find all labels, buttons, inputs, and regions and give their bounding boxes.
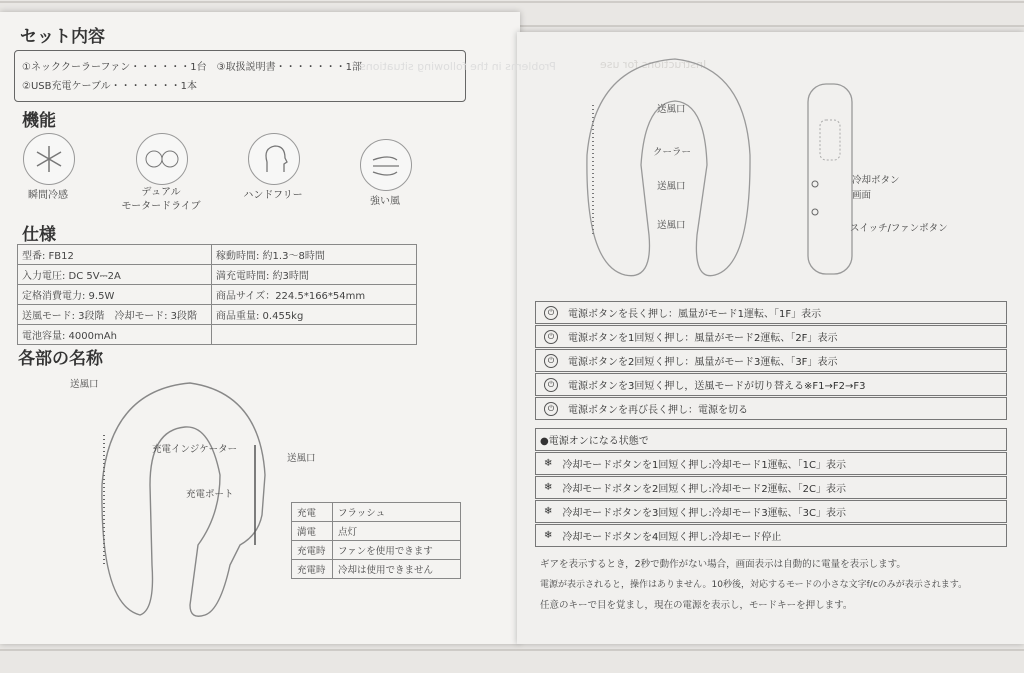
diagram-label-3: 送風口 bbox=[657, 181, 686, 192]
bleed-through-text: Instructions for use bbox=[600, 58, 707, 71]
set-line-2: ②USB充電ケーブル・・・・・・・1本 bbox=[22, 81, 197, 92]
power-icon: ⏻ bbox=[544, 378, 558, 392]
charge-row bbox=[292, 503, 461, 522]
cool-header-row bbox=[535, 428, 1007, 451]
snowflake-icon: ❄ bbox=[544, 530, 553, 541]
bleed-through-text-left: Problems in the following situations bbox=[360, 60, 556, 73]
spec-cell: 型番: FB12 bbox=[18, 245, 212, 265]
snowflake-icon: ❄ bbox=[544, 506, 553, 517]
spec-row bbox=[18, 325, 417, 345]
charge-row bbox=[292, 560, 461, 579]
cool-row-1 bbox=[535, 452, 1007, 475]
power-row-1 bbox=[535, 301, 1007, 324]
power-row-5 bbox=[535, 397, 1007, 420]
charge-cell: 充電 bbox=[292, 503, 333, 522]
snowflake-icon bbox=[23, 133, 75, 185]
feature-label-2: デュアル モータードライブ bbox=[121, 187, 201, 212]
charge-cell: 満電 bbox=[292, 522, 333, 541]
power-icon: ⏻ bbox=[544, 330, 558, 344]
spec-row bbox=[18, 265, 417, 285]
side-label-cooling: 冷却ボタン bbox=[852, 175, 900, 186]
note-2: 電源が表示されると，操作はありません。10秒後，対応するモードの小さな文字f/cのみが表示されます。 bbox=[540, 580, 968, 590]
cool-row-text: 冷却モードボタンを2回短く押し:冷却モード2運転、「2C」表示 bbox=[562, 484, 847, 495]
power-row-4 bbox=[535, 373, 1007, 396]
spec-row bbox=[18, 305, 417, 325]
charge-cell: 点灯 bbox=[333, 522, 461, 541]
side-view-illustration bbox=[800, 80, 860, 280]
spec-heading: 仕様 bbox=[22, 225, 56, 245]
set-contents-heading: セット内容 bbox=[20, 27, 105, 47]
power-row-text: 電源ボタンを2回短く押し：風量がモード3運転、「3F」表示 bbox=[568, 357, 838, 368]
spec-cell bbox=[212, 325, 417, 345]
power-icon: ⏻ bbox=[544, 354, 558, 368]
power-row-text: 電源ボタンを長く押し：風量がモード1運転、「1F」表示 bbox=[568, 309, 822, 320]
feature-label-4: 強い風 bbox=[370, 196, 400, 207]
head-icon bbox=[248, 133, 300, 185]
side-label-switch: スイッチ/ファンボタン bbox=[850, 223, 948, 234]
charge-cell: 冷却は使用できません bbox=[333, 560, 461, 579]
spec-cell: 稼動時間: 約1.3～8時間 bbox=[212, 245, 417, 265]
cool-row-2 bbox=[535, 476, 1007, 499]
dual-fan-icon bbox=[136, 133, 188, 185]
power-row-2 bbox=[535, 325, 1007, 348]
feature-label-1: 瞬間冷感 bbox=[28, 190, 68, 201]
snowflake-icon: ❄ bbox=[544, 482, 553, 493]
charge-row bbox=[292, 522, 461, 541]
spec-row bbox=[18, 285, 417, 305]
charge-row bbox=[292, 541, 461, 560]
charge-cell: 充電時 bbox=[292, 541, 333, 560]
indicator-label: 充電インジケーター bbox=[152, 444, 238, 455]
spec-row bbox=[18, 245, 417, 265]
side-label-screen: 画面 bbox=[852, 190, 872, 201]
cool-row-text: 冷却モードボタンを1回短く押し:冷却モード1運転、「1C」表示 bbox=[562, 460, 847, 471]
port-label: 充電ポート bbox=[186, 489, 234, 500]
spec-cell: 送風モード: 3段階 冷却モード: 3段階 bbox=[18, 305, 212, 325]
outlet-label-top: 送風口 bbox=[70, 379, 99, 390]
cool-row-3 bbox=[535, 500, 1007, 523]
feature-label-3: ハンドフリー bbox=[243, 190, 303, 201]
power-row-text: 電源ボタンを3回短く押し，送風モードが切り替える※F1→F2→F3 bbox=[568, 381, 866, 392]
outlet-label-right: 送風口 bbox=[287, 453, 316, 464]
snowflake-icon: ❄ bbox=[544, 458, 553, 469]
cool-header: ●電源オンになる状態で bbox=[540, 436, 649, 447]
spec-cell: 商品サイズ：224.5*166*54mm bbox=[212, 285, 417, 305]
charge-status-table bbox=[291, 502, 461, 579]
spec-cell: 満充電時間: 約3時間 bbox=[212, 265, 417, 285]
power-icon: ⏻ bbox=[544, 306, 558, 320]
spec-table bbox=[17, 244, 417, 345]
power-row-text: 電源ボタンを1回短く押し：風量がモード2運転、「2F」表示 bbox=[568, 333, 838, 344]
cool-row-4 bbox=[535, 524, 1007, 547]
power-row-text: 電源ボタンを再び長く押し：電源を切る bbox=[568, 405, 748, 416]
spec-cell: 入力電圧: DC 5V⎓2A bbox=[18, 265, 212, 285]
set-line-1: ①ネッククーラーファン・・・・・・1台 ③取扱説明書・・・・・・・1部 bbox=[22, 62, 362, 73]
diagram-label-2: クーラー bbox=[653, 147, 692, 158]
note-1: ギアを表示するとき，2秒で動作がない場合，画面表示は自動的に電量を表示します。 bbox=[540, 559, 906, 570]
charge-cell: ファンを使用できます bbox=[333, 541, 461, 560]
cool-row-text: 冷却モードボタンを3回短く押し:冷却モード3運転、「3C」表示 bbox=[562, 508, 847, 519]
spec-cell: 商品重量: 0.455kg bbox=[212, 305, 417, 325]
charge-cell: 充電時 bbox=[292, 560, 333, 579]
power-row-3 bbox=[535, 349, 1007, 372]
spec-cell: 電池容量: 4000mAh bbox=[18, 325, 212, 345]
power-icon: ⏻ bbox=[544, 402, 558, 416]
diagram-label-4: 送風口 bbox=[657, 220, 686, 231]
spec-cell: 定格消費電力: 9.5W bbox=[18, 285, 212, 305]
neck-fan-illustration-left bbox=[80, 365, 290, 630]
neck-fan-illustration-right bbox=[575, 45, 775, 285]
wind-icon bbox=[360, 139, 412, 191]
features-heading: 機能 bbox=[22, 111, 56, 131]
cool-row-text: 冷却モードボタンを4回短く押し:冷却モード停止 bbox=[562, 532, 782, 543]
charge-cell: フラッシュ bbox=[333, 503, 461, 522]
parts-heading: 各部の名称 bbox=[18, 349, 103, 369]
diagram-label-1: 送風口 bbox=[657, 104, 686, 115]
note-3: 任意のキーで目を覚まし，現在の電源を表示し，モードキーを押します。 bbox=[540, 600, 853, 611]
